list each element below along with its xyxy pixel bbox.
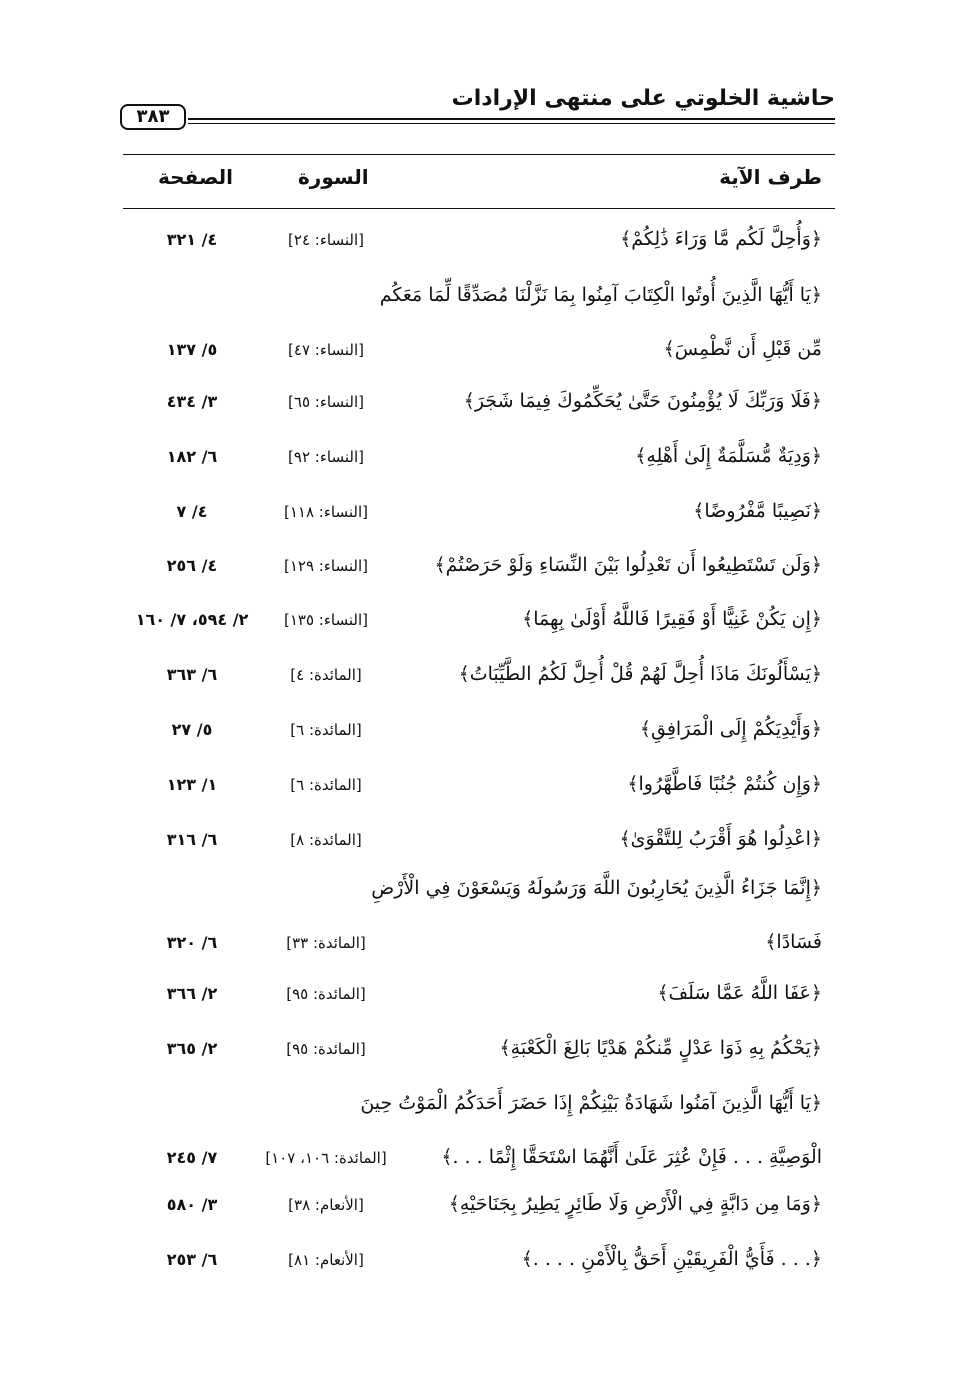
surah-reference: [النساء: ١٣٥] xyxy=(284,611,368,629)
surah-reference: [المائدة: ٩٥] xyxy=(286,985,366,1003)
verse-text-continued: الْوَصِيَّةِ . . . فَإِنْ عُثِرَ عَلَىٰ أَنَّهُمَا اسْتَحَقَّا إِثْمًا . . .﴾ xyxy=(441,1146,822,1168)
page-number: ٣٨٣ xyxy=(120,104,186,130)
page-reference: ٦/ ٣١٦ xyxy=(166,830,218,849)
column-header-page: الصفحة xyxy=(158,165,234,189)
verse-text: ﴿وَأَيْدِيَكُمْ إِلَى الْمَرَافِقِ﴾ xyxy=(639,718,822,740)
page-reference: ٦/ ٣٦٣ xyxy=(166,665,218,684)
surah-reference: [الأنعام: ٨١] xyxy=(288,1251,364,1269)
page-reference: ٥/ ٢٧ xyxy=(171,720,213,739)
page-reference: ٢/ ٥٩٤، ٧/ ١٦٠ xyxy=(135,610,249,629)
page-reference: ٤/ ٢٥٦ xyxy=(166,556,218,575)
page-reference: ٣/ ٥٨٠ xyxy=(166,1195,218,1214)
verse-text-continued: فَسَادًا﴾ xyxy=(765,931,822,953)
surah-reference: [المائدة: ١٠٦، ١٠٧] xyxy=(265,1149,387,1167)
surah-reference: [النساء: ١٢٩] xyxy=(284,557,368,575)
table-top-rule xyxy=(123,154,835,155)
verse-text: ﴿اعْدِلُوا هُوَ أَقْرَبُ لِلتَّقْوَىٰ﴾ xyxy=(619,828,822,850)
page-reference: ٦/ ٣٢٠ xyxy=(166,933,218,952)
page-reference: ٥/ ١٣٧ xyxy=(166,340,218,359)
verse-text: ﴿وَلَن تَسْتَطِيعُوا أَن تَعْدِلُوا بَيْنَ النِّسَاءِ وَلَوْ حَرَصْتُمْ﴾ xyxy=(434,554,822,576)
verse-text: ﴿يَسْأَلُونَكَ مَاذَا أُحِلَّ لَهُمْ قُلْ أُحِلَّ لَكُمُ الطَّيِّبَاتُ﴾ xyxy=(458,663,822,685)
surah-reference: [النساء: ١١٨] xyxy=(284,503,368,521)
page-reference: ٦/ ٢٥٣ xyxy=(166,1250,218,1269)
page-reference: ٢/ ٣٦٥ xyxy=(166,1039,218,1058)
verse-text: ﴿وَأُحِلَّ لَكُم مَّا وَرَاءَ ذَٰلِكُمْ﴾ xyxy=(620,228,822,250)
surah-reference: [المائدة: ٦] xyxy=(290,776,362,794)
page-reference: ٣/ ٤٣٤ xyxy=(166,392,218,411)
surah-reference: [المائدة: ٣٣] xyxy=(286,934,366,952)
page-reference: ٢/ ٣٦٦ xyxy=(166,984,218,1003)
surah-reference: [الأنعام: ٣٨] xyxy=(288,1196,364,1214)
page-reference: ٤/ ٧ xyxy=(176,502,208,521)
verse-text-continued: مِّن قَبْلِ أَن نَّطْمِسَ﴾ xyxy=(663,338,822,360)
page-header xyxy=(120,82,835,132)
surah-reference: [النساء: ٩٢] xyxy=(288,448,364,466)
surah-reference: [المائدة: ٩٥] xyxy=(286,1040,366,1058)
column-header-surah: السورة xyxy=(298,165,369,189)
surah-reference: [المائدة: ٨] xyxy=(290,831,362,849)
verse-text: ﴿يَا أَيُّهَا الَّذِينَ أُوتُوا الْكِتَابَ آمِنُوا بِمَا نَزَّلْنَا مُصَدِّقًا لِّمَا مَعَكُم xyxy=(379,284,822,306)
verse-text: ﴿يَا أَيُّهَا الَّذِينَ آمَنُوا شَهَادَةُ بَيْنِكُمْ إِذَا حَضَرَ أَحَدَكُمُ الْمَوْتُ حِينَ xyxy=(360,1092,822,1114)
header-rule-thin xyxy=(188,123,835,124)
verse-text: ﴿. . . فَأَيُّ الْفَرِيقَيْنِ أَحَقُّ بِالْأَمْنِ . . . .﴾ xyxy=(521,1248,822,1270)
verse-text: ﴿إِن يَكُنْ غَنِيًّا أَوْ فَقِيرًا فَاللَّهُ أَوْلَىٰ بِهِمَا﴾ xyxy=(522,608,822,630)
verse-text: ﴿وَمَا مِن دَابَّةٍ فِي الْأَرْضِ وَلَا طَائِرٍ يَطِيرُ بِجَنَاحَيْهِ﴾ xyxy=(448,1193,822,1215)
header-rule xyxy=(188,118,835,120)
page-reference: ٧/ ٢٤٥ xyxy=(166,1148,218,1167)
verse-text: ﴿وَدِيَةٌ مُّسَلَّمَةٌ إِلَىٰ أَهْلِهِ﴾ xyxy=(635,445,822,467)
page-reference: ٤/ ٣٢١ xyxy=(166,230,218,249)
surah-reference: [النساء: ٤٧] xyxy=(288,341,364,359)
surah-reference: [المائدة: ٤] xyxy=(290,666,362,684)
verse-text: ﴿وَإِن كُنتُمْ جُنُبًا فَاطَّهَّرُوا﴾ xyxy=(627,773,822,795)
surah-reference: [المائدة: ٦] xyxy=(290,721,362,739)
surah-reference: [النساء: ٦٥] xyxy=(288,393,364,411)
verse-text: ﴿فَلَا وَرَبِّكَ لَا يُؤْمِنُونَ حَتَّىٰ يُحَكِّمُوكَ فِيمَا شَجَرَ﴾ xyxy=(463,390,822,412)
verse-text: ﴿يَحْكُمُ بِهِ ذَوَا عَدْلٍ مِّنكُمْ هَدْيًا بَالِغَ الْكَعْبَةِ﴾ xyxy=(499,1037,822,1059)
verse-text: ﴿إِنَّمَا جَزَاءُ الَّذِينَ يُحَارِبُونَ اللَّهَ وَرَسُولَهُ وَيَسْعَوْنَ فِي الْأَرْضِ xyxy=(371,877,822,899)
column-header-verse: طرف الآية xyxy=(719,165,822,189)
page-reference: ٦/ ١٨٢ xyxy=(166,447,218,466)
surah-reference: [النساء: ٢٤] xyxy=(288,231,364,249)
verse-text: ﴿عَفَا اللَّهُ عَمَّا سَلَفَ﴾ xyxy=(657,982,822,1004)
table-header-rule xyxy=(123,208,835,209)
book-title: حاشية الخلوتي على منتهى الإرادات xyxy=(451,86,835,111)
verse-text: ﴿نَصِيبًا مَّفْرُوضًا﴾ xyxy=(693,500,822,522)
page-reference: ١/ ١٢٣ xyxy=(166,775,218,794)
